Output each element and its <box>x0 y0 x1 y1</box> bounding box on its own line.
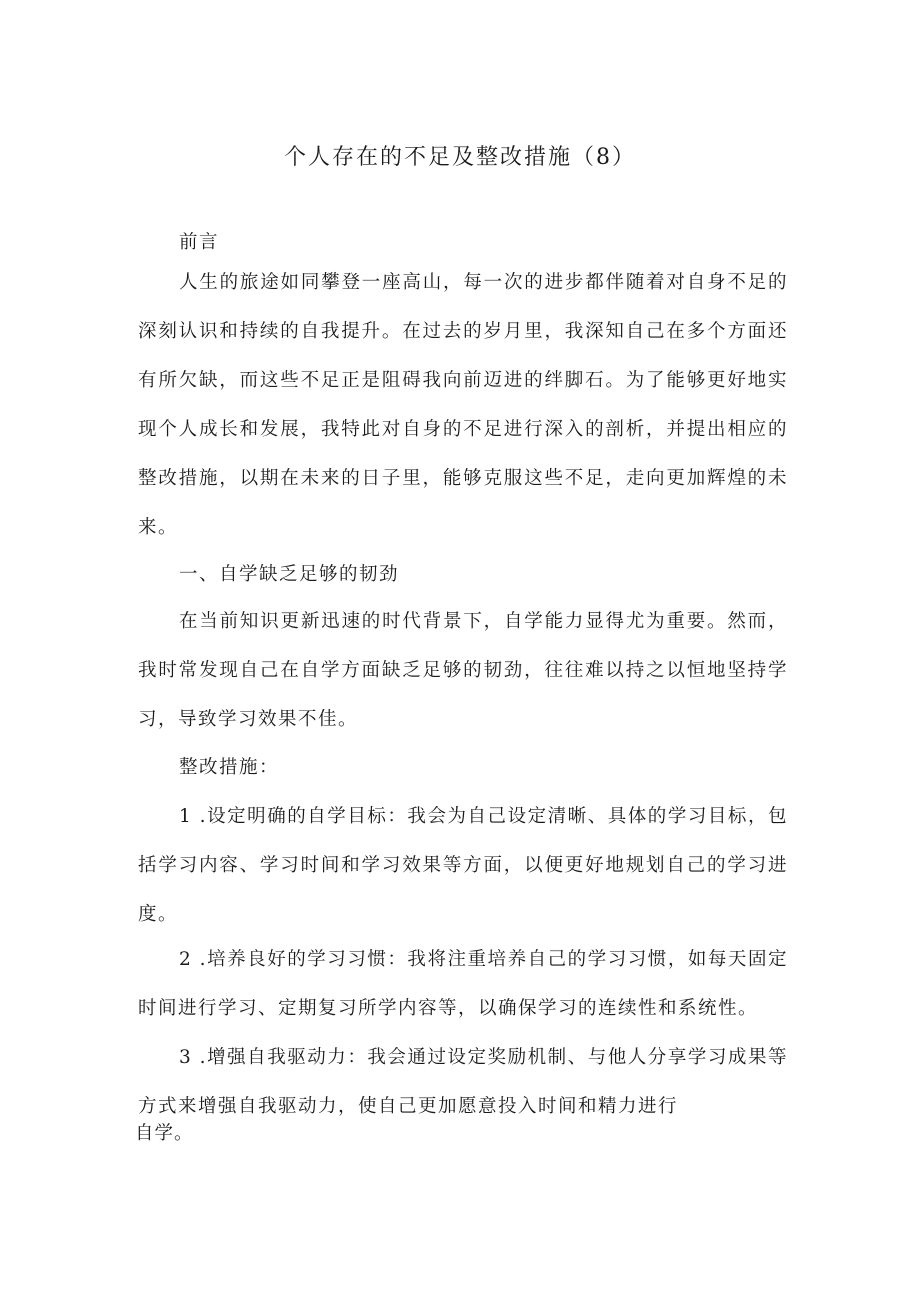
measures-heading: 整改措施： <box>179 757 280 778</box>
preface-paragraph: 人生的旅途如同攀登一座高山，每一次的进步都伴随着对自身不足的深刻认识和持续的自我提升。在过去的岁月里，我深知自己在多个方面还有所欠缺，而这些不足正是阻碍我向前迈进的绊脚石。为了能够更好地实现个人成长和发展，我特此对自身的不足进行深入的剖析，并提出相应的整改措施，以期在未来的日子里，能够克服这些不足，走向更加辉煌的未来。 <box>138 272 788 538</box>
section1-paragraph: 在当前知识更新迅速的时代背景下，自学能力显得尤为重要。然而，我时常发现自己在自学方面缺乏足够的韧劲，往往难以持之以恒地坚持学习，导致学习效果不佳。 <box>138 611 788 730</box>
preface-heading: 前言 <box>179 232 220 253</box>
measure-item-1: 1 .设定明确的自学目标：我会为自己设定清晰、具体的学习目标，包括学习内容、学习时间和学习效果等方面，以便更好地规划自己的学习进度。 <box>138 806 788 925</box>
measure-item-2: 2 .培养良好的学习习惯：我将注重培养自己的学习习惯，如每天固定时间进行学习、定期复习所学内容等，以确保学习的连续性和系统性。 <box>138 949 788 1019</box>
measure-item-3-tail: 自学。 <box>135 1123 194 1144</box>
document-title: 个人存在的不足及整改措施（8） <box>284 145 636 170</box>
measure-item-3: 3 .增强自我驱动力：我会通过设定奖励机制、与他人分享学习成果等方式来增强自我驱动力，使自己更加愿意投入时间和精力进行 <box>138 1047 788 1117</box>
section1-heading: 一、自学缺乏足够的韧劲 <box>179 564 400 585</box>
